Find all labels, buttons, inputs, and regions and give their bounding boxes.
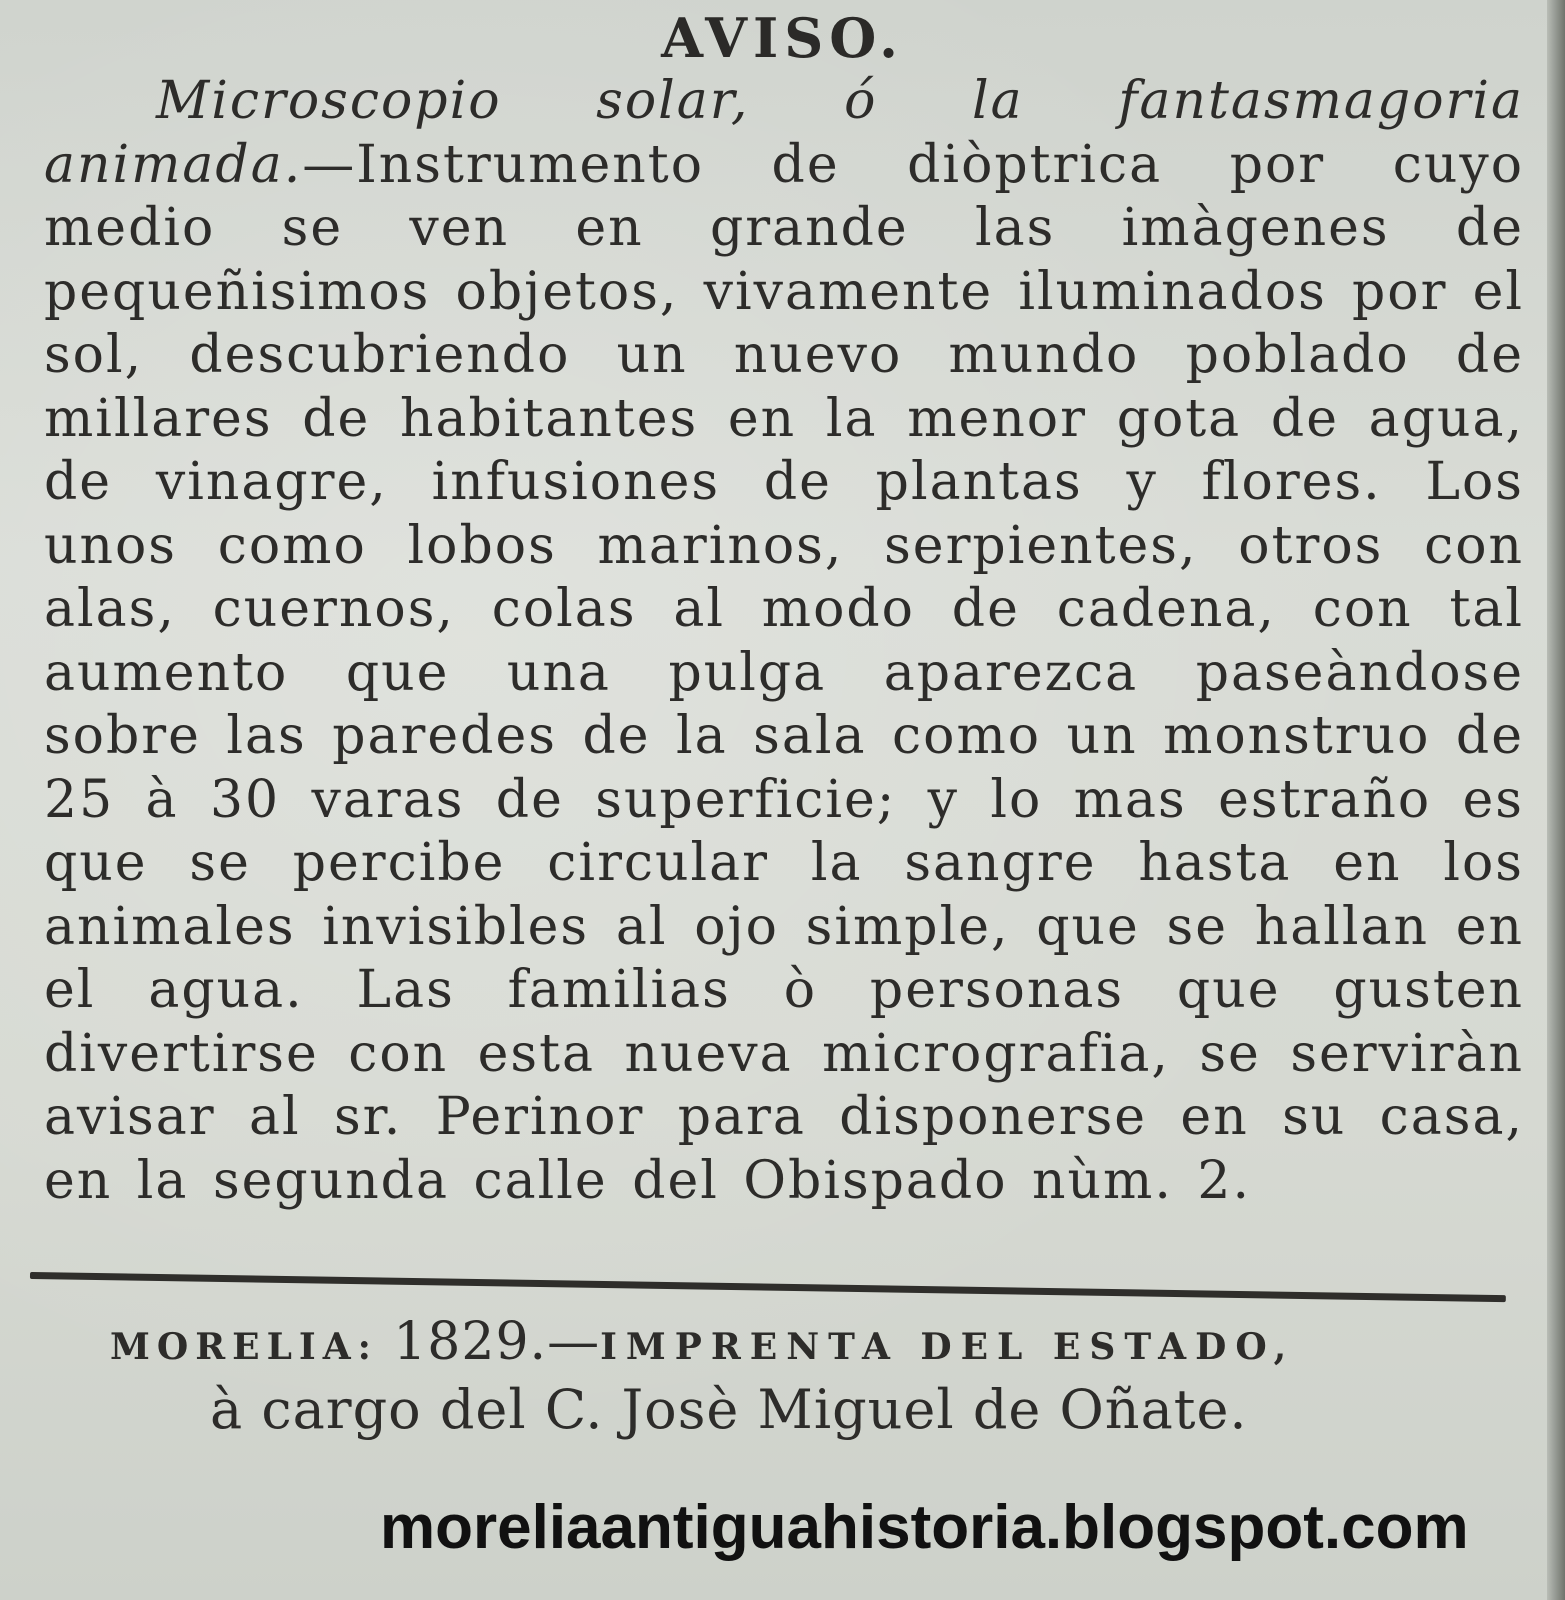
notice-title: AVISO. (661, 6, 904, 70)
imprint-printer: IMPRENTA DEL ESTADO, (600, 1326, 1296, 1368)
imprint-place: MORELIA: (110, 1326, 378, 1368)
imprint-line (110, 1312, 1430, 1372)
notice-body (44, 70, 1524, 1213)
blog-watermark: moreliaantiguahistoria.blogspot.com (380, 1493, 1469, 1562)
notice-text: —Instrumento de diòptrica por cuyo medio se ven en grande las imàgenes de pequeñisimos objetos, vivamente iluminados por el sol, descubriendo un nuevo mundo poblado de millares de habitantes en la menor gota de agua, de vinagre, infusiones de plantas y flores. Los unos como lobos marinos, serpientes, otros con alas, cuernos, colas al modo de cadena, con tal aumento que una pulga aparezca paseàndose sobre las paredes de la sala como un monstruo de 25 à 30 varas de superficie; y lo mas estraño es que se percibe circular la sangre hasta en los animales invisibles al ojo simple, que se hallan en el agua. Las familias ò personas que gusten divertirse con esta nueva micrografia, se serviràn avisar al sr. Perinor para disponerse en su casa, en la segunda calle del Obispado nùm. 2. (44, 134, 1524, 1211)
imprint-year: 1829.— (393, 1312, 601, 1372)
divider-rule (30, 1272, 1506, 1302)
notice-lead: Microscopio solar, ó la fantasmagoria animada. (44, 71, 1524, 195)
imprint-responsible: à cargo del C. Josè Miguel de Oñate. (210, 1378, 1248, 1441)
page-edge-shadow (1547, 0, 1565, 1600)
